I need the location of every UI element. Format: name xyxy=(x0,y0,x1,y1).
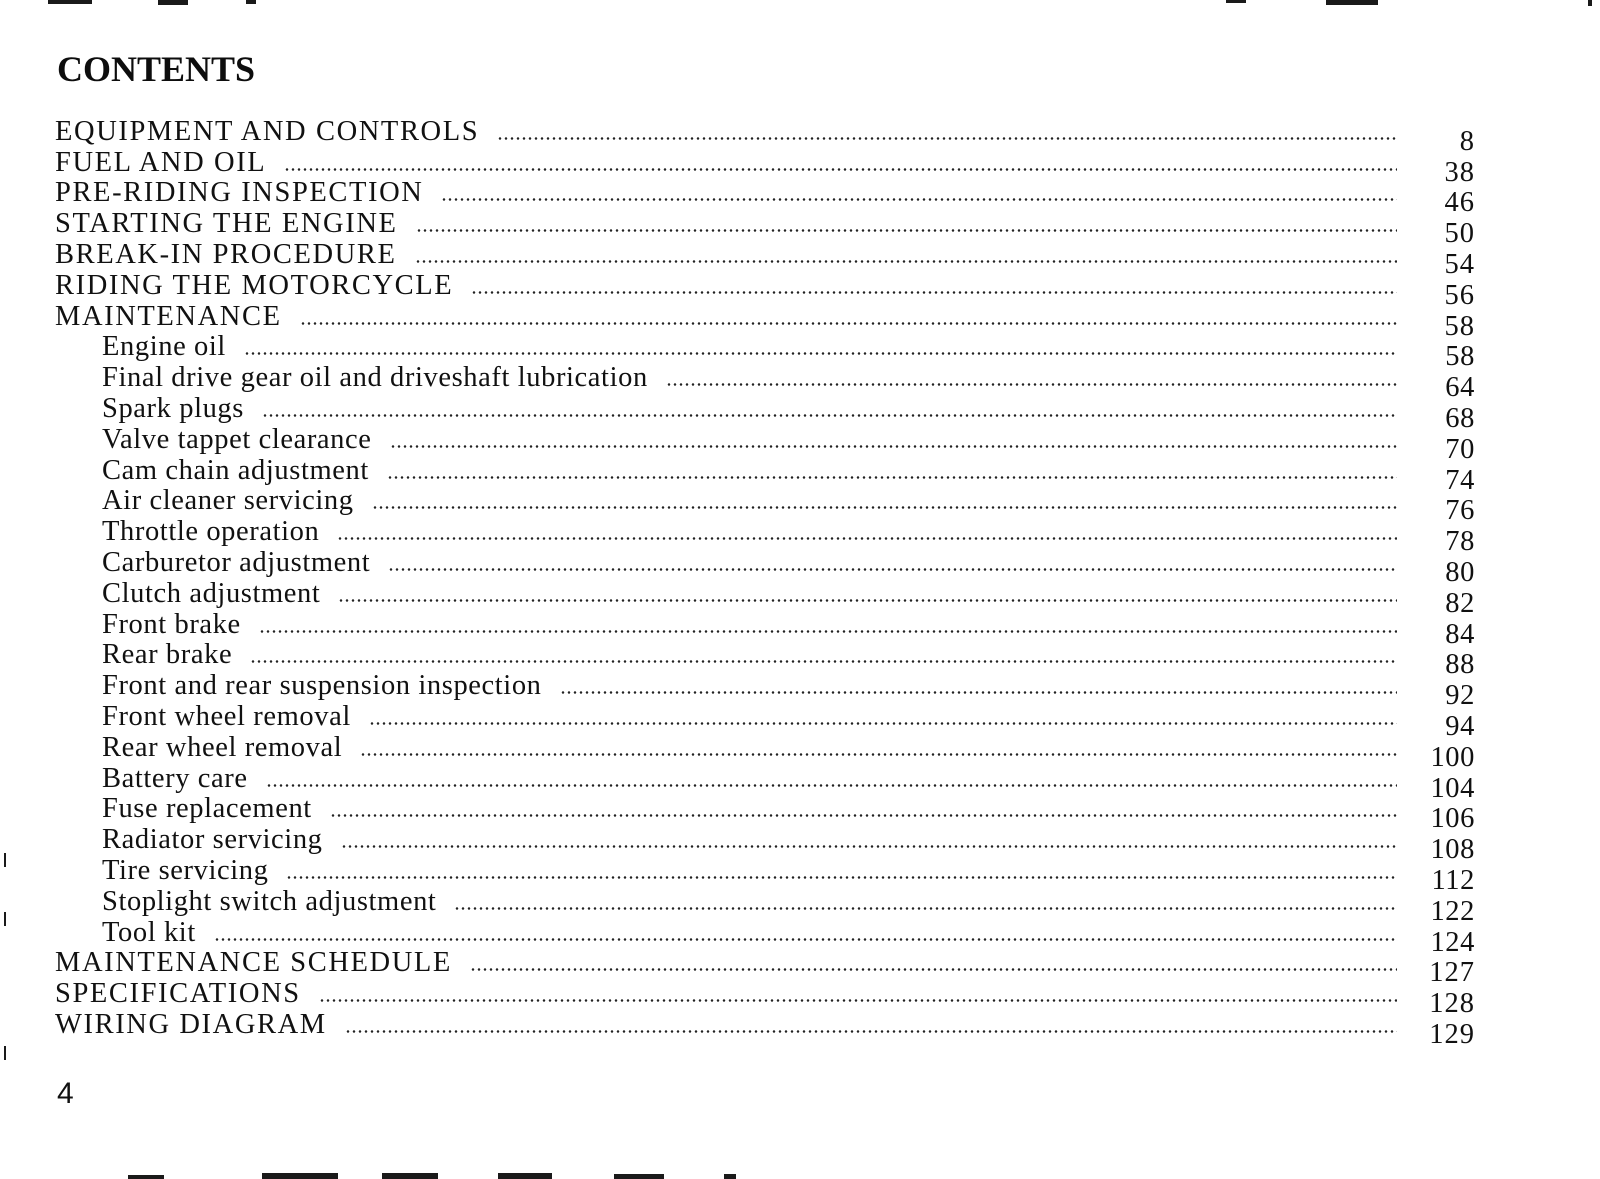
toc-entry-page: 70 xyxy=(1445,433,1475,465)
toc-entry[interactable] xyxy=(55,793,1475,835)
toc-entry-page: 50 xyxy=(1444,218,1475,250)
toc-entry[interactable] xyxy=(55,1008,1475,1050)
scan-edge-mark xyxy=(4,853,6,867)
toc-entry-page: 38 xyxy=(1444,156,1475,188)
toc-entry-title: Valve tappet clearance xyxy=(102,423,372,455)
toc-entry[interactable] xyxy=(55,608,1475,650)
toc-entry-title: MAINTENANCE SCHEDULE xyxy=(55,947,452,979)
page-title: CONTENTS xyxy=(57,49,256,89)
toc-entry-page: 58 xyxy=(1444,310,1475,342)
scan-edge-mark xyxy=(614,1174,664,1179)
dot-leader xyxy=(387,476,1397,479)
dot-leader xyxy=(454,907,1397,910)
toc-entry-title: Radiator servicing xyxy=(102,824,323,856)
scan-edge-mark xyxy=(128,1175,164,1179)
toc-entry[interactable] xyxy=(55,546,1475,588)
toc-entry[interactable] xyxy=(55,731,1475,773)
toc-entry-page: 92 xyxy=(1445,680,1475,712)
toc-entry-page: 88 xyxy=(1445,649,1475,681)
toc-entry[interactable] xyxy=(55,700,1475,742)
toc-entry-page: 94 xyxy=(1445,710,1475,742)
scan-edge-mark xyxy=(1226,0,1246,3)
toc-entry-page: 124 xyxy=(1430,926,1475,958)
toc-entry[interactable] xyxy=(55,392,1475,434)
toc-entry-page: 76 xyxy=(1445,495,1475,527)
toc-entry[interactable] xyxy=(55,762,1475,804)
dot-leader xyxy=(337,537,1397,540)
dot-leader xyxy=(369,722,1397,725)
toc-entry-title: Final drive gear oil and driveshaft lubrication xyxy=(102,362,648,394)
scan-edge-mark xyxy=(1588,0,1592,6)
toc-entry-page: 84 xyxy=(1445,618,1475,650)
scan-edge-mark xyxy=(382,1173,438,1179)
dot-leader xyxy=(560,691,1397,694)
toc-entry-title: BREAK-IN PROCEDURE xyxy=(55,238,397,270)
dot-leader xyxy=(338,599,1397,602)
dot-leader xyxy=(497,137,1397,140)
toc-entry-title: Stoplight switch adjustment xyxy=(102,885,437,917)
toc-entry[interactable] xyxy=(55,238,1475,280)
toc-entry-page: 104 xyxy=(1430,772,1475,804)
toc-entry-title: EQUIPMENT AND CONTROLS xyxy=(55,115,480,147)
dot-leader xyxy=(284,168,1397,171)
toc-entry-page: 128 xyxy=(1429,988,1475,1020)
toc-entry-page: 58 xyxy=(1445,341,1475,373)
toc-entry[interactable] xyxy=(55,639,1475,681)
toc-entry-page: 127 xyxy=(1429,957,1475,989)
toc-entry-page: 78 xyxy=(1445,526,1475,558)
scan-edge-mark xyxy=(246,0,256,4)
toc-entry-page: 56 xyxy=(1444,279,1475,311)
scan-edge-mark xyxy=(48,0,92,4)
toc-entry-title: MAINTENANCE xyxy=(55,300,282,332)
dot-leader xyxy=(262,414,1397,417)
toc-entry-page: 54 xyxy=(1444,248,1475,280)
toc-entry-title: Clutch adjustment xyxy=(102,577,321,609)
toc-entry-title: SPECIFICATIONS xyxy=(55,978,301,1010)
dot-leader xyxy=(341,845,1397,848)
scan-edge-mark xyxy=(4,1046,6,1060)
dot-leader xyxy=(388,568,1397,571)
toc-entry[interactable] xyxy=(55,362,1475,404)
table-of-contents xyxy=(55,115,1475,1050)
toc-entry-page: 64 xyxy=(1445,372,1475,404)
dot-leader xyxy=(415,260,1397,263)
toc-entry-page: 82 xyxy=(1445,587,1475,619)
toc-entry-title: Tire servicing xyxy=(102,854,269,886)
toc-entry[interactable] xyxy=(55,423,1475,465)
toc-entry-title: Cam chain adjustment xyxy=(102,454,369,486)
dot-leader xyxy=(441,198,1397,201)
toc-entry-title: Rear brake xyxy=(102,639,233,671)
toc-entry[interactable] xyxy=(55,146,1475,188)
toc-entry-title: PRE-RIDING INSPECTION xyxy=(55,177,424,209)
toc-entry-title: Air cleaner servicing xyxy=(102,485,354,517)
toc-entry[interactable] xyxy=(55,177,1475,219)
toc-entry-title: Engine oil xyxy=(102,331,226,363)
toc-entry-title: Fuse replacement xyxy=(102,793,312,825)
scan-edge-mark xyxy=(1326,0,1378,5)
toc-entry-title: Spark plugs xyxy=(102,392,244,424)
toc-entry-title: Battery care xyxy=(102,762,248,794)
toc-entry-page: 46 xyxy=(1444,187,1475,219)
scan-edge-mark xyxy=(498,1173,552,1179)
toc-entry[interactable] xyxy=(55,824,1475,866)
toc-entry[interactable] xyxy=(55,115,1475,157)
dot-leader xyxy=(390,445,1397,448)
toc-entry[interactable] xyxy=(55,885,1475,927)
page-number: 4 xyxy=(57,1077,74,1110)
toc-entry[interactable] xyxy=(55,516,1475,558)
toc-entry-title: Front wheel removal xyxy=(102,700,351,732)
dot-leader xyxy=(471,291,1397,294)
toc-entry-title: RIDING THE MOTORCYCLE xyxy=(55,269,454,301)
dot-leader xyxy=(319,999,1397,1002)
toc-entry[interactable] xyxy=(55,670,1475,712)
dot-leader xyxy=(470,968,1397,971)
toc-entry[interactable] xyxy=(55,916,1475,958)
dot-leader xyxy=(259,630,1397,633)
toc-entry[interactable] xyxy=(55,331,1475,373)
dot-leader xyxy=(372,506,1397,509)
toc-entry-page: 74 xyxy=(1445,464,1475,496)
toc-entry-page: 108 xyxy=(1430,834,1475,866)
toc-entry-page: 100 xyxy=(1430,741,1475,773)
scan-edge-mark xyxy=(4,912,6,926)
toc-entry-title: Rear wheel removal xyxy=(102,731,343,763)
toc-entry-page: 129 xyxy=(1429,1018,1475,1050)
toc-entry[interactable] xyxy=(55,485,1475,527)
toc-entry-page: 122 xyxy=(1430,895,1475,927)
dot-leader xyxy=(330,814,1397,817)
toc-entry-page: 106 xyxy=(1430,803,1475,835)
dot-leader xyxy=(250,660,1397,663)
toc-entry[interactable] xyxy=(55,208,1475,250)
toc-entry-title: FUEL AND OIL xyxy=(55,146,267,178)
toc-entry-title: Tool kit xyxy=(102,916,196,948)
toc-entry[interactable] xyxy=(55,854,1475,896)
dot-leader xyxy=(286,876,1397,879)
dot-leader xyxy=(416,229,1397,232)
toc-entry-title: WIRING DIAGRAM xyxy=(55,1008,327,1040)
toc-entry-page: 80 xyxy=(1445,556,1475,588)
dot-leader xyxy=(266,784,1397,787)
scan-edge-mark xyxy=(262,1173,338,1179)
toc-entry-page: 8 xyxy=(1459,125,1475,157)
toc-entry-page: 112 xyxy=(1431,864,1475,896)
toc-entry[interactable] xyxy=(55,454,1475,496)
toc-entry-title: Front brake xyxy=(102,608,241,640)
toc-entry[interactable] xyxy=(55,947,1475,989)
dot-leader xyxy=(244,352,1397,355)
dot-leader xyxy=(345,1030,1397,1033)
dot-leader xyxy=(214,938,1397,941)
dot-leader xyxy=(300,322,1397,325)
toc-entry-title: Carburetor adjustment xyxy=(102,546,371,578)
toc-entry[interactable] xyxy=(55,300,1475,342)
toc-entry-title: Front and rear suspension inspection xyxy=(102,670,542,702)
toc-entry-title: Throttle operation xyxy=(102,516,320,548)
scan-edge-mark xyxy=(724,1174,736,1179)
toc-entry[interactable] xyxy=(55,978,1475,1020)
toc-entry-page: 68 xyxy=(1445,402,1475,434)
scan-edge-mark xyxy=(158,0,188,5)
toc-entry[interactable] xyxy=(55,577,1475,619)
toc-entry[interactable] xyxy=(55,269,1475,311)
dot-leader xyxy=(666,383,1397,386)
dot-leader xyxy=(360,753,1397,756)
toc-entry-title: STARTING THE ENGINE xyxy=(55,208,398,240)
